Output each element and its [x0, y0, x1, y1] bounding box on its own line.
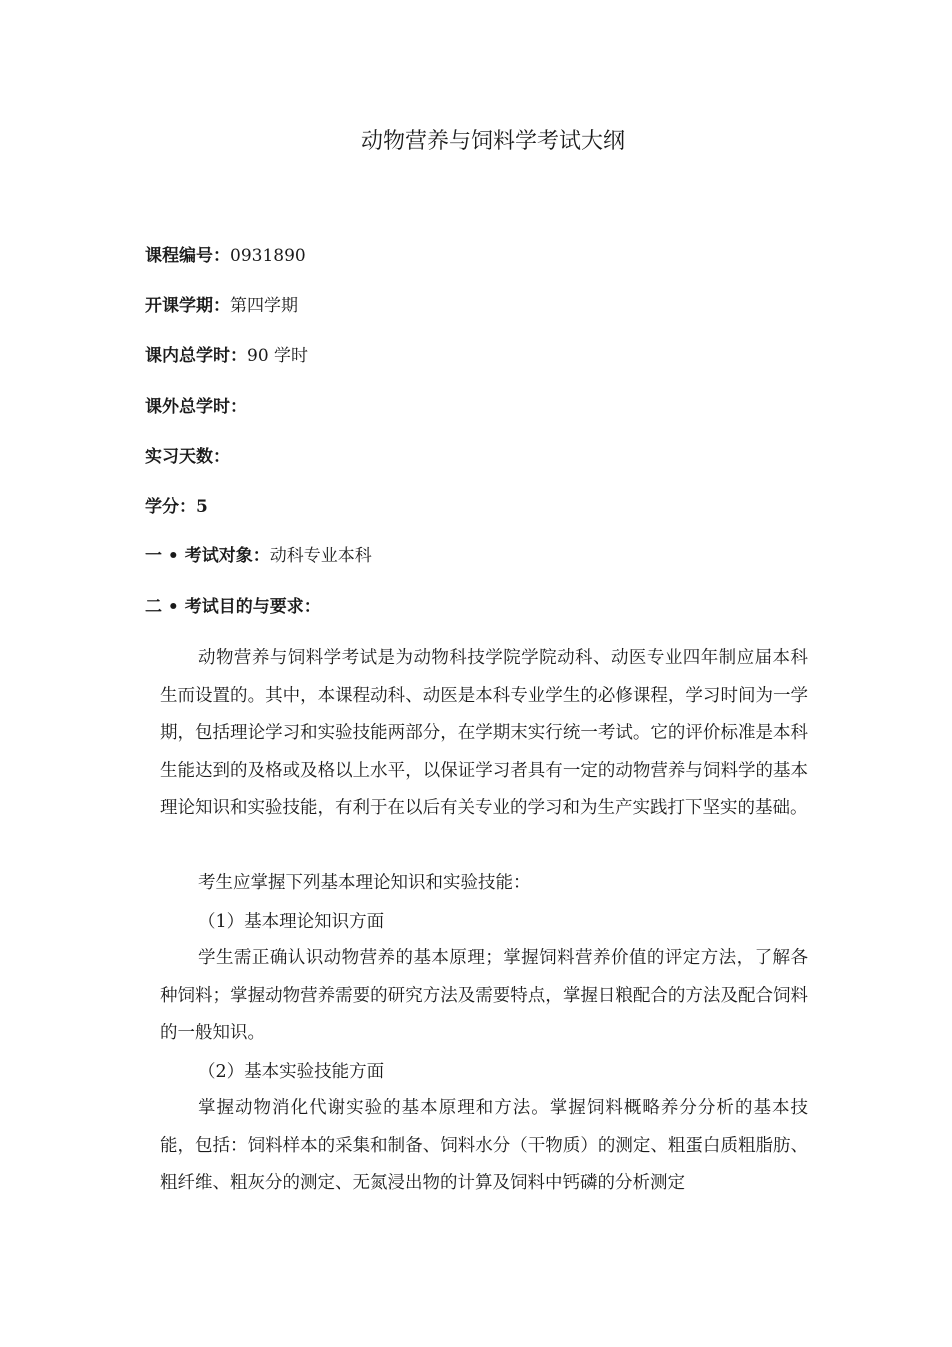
purpose-paragraph: 动物营养与饲料学考试是为动物科技学院学院动科、动医专业四年制应届本科生而设置的。其中，本课程动科、动医是本科专业学生的必修课程，学习时间为一学期，包括理论学习和实验技能两部分，在学期末实行统一考试。它的评价标准是本科生能达到的及格或及格以上水平，以保证学习者具有一定的动物营养与饲料学的基本理论知识和实验技能，有利于在以后有关专业的学习和为生产实践打下坚实的基础。: [160, 648, 808, 818]
in-class-hours-value: 90 学时: [247, 346, 309, 366]
semester-line: [145, 291, 298, 316]
requirements-intro: 考生应掌握下列基本理论知识和实验技能：: [198, 873, 531, 893]
theory-heading: （1）基本理论知识方面: [198, 912, 385, 932]
exam-target-line: [145, 541, 372, 566]
semester-value: 第四学期: [230, 296, 298, 316]
internship-days-line: [145, 442, 230, 467]
in-class-hours-label: 课内总学时：: [145, 346, 247, 366]
out-class-hours-label: 课外总学时：: [145, 397, 247, 417]
lab-skills-paragraph: 掌握动物消化代谢实验的基本原理和方法。掌握饲料概略养分分析的基本技能，包括：饲料样本的采集和制备、饲料水分（干物质）的测定、粗蛋白质粗脂肪、粗纤维、粗灰分的测定、无氮浸出物的计算及饲料中钙磷的分析测定: [160, 1098, 808, 1193]
in-class-hours-line: [145, 341, 308, 366]
course-code-value: 0931890: [230, 246, 306, 266]
exam-target-value: 动科专业本科: [269, 546, 372, 566]
semester-label: 开课学期：: [145, 296, 230, 316]
credit-label: 学分：5: [145, 497, 208, 517]
lab-skills-heading: （2）基本实验技能方面: [198, 1062, 385, 1082]
exam-target-label: 一 • 考试对象：: [145, 546, 270, 566]
exam-purpose-label: 二 • 考试目的与要求：: [145, 597, 321, 617]
internship-days-label: 实习天数：: [145, 447, 230, 467]
exam-purpose-heading: [145, 592, 321, 617]
course-code-line: [145, 241, 306, 266]
out-class-hours-line: [145, 392, 247, 417]
theory-paragraph: 学生需正确认识动物营养的基本原理；掌握饲料营养价值的评定方法，了解各种饲料；掌握动物营养需要的研究方法及需要特点，掌握日粮配合的方法及配合饲料的一般知识。: [160, 948, 808, 1043]
document-title: 动物营养与饲料学考试大纲: [360, 129, 625, 154]
course-code-label: 课程编号：: [145, 246, 230, 266]
credit-line: [145, 492, 208, 517]
